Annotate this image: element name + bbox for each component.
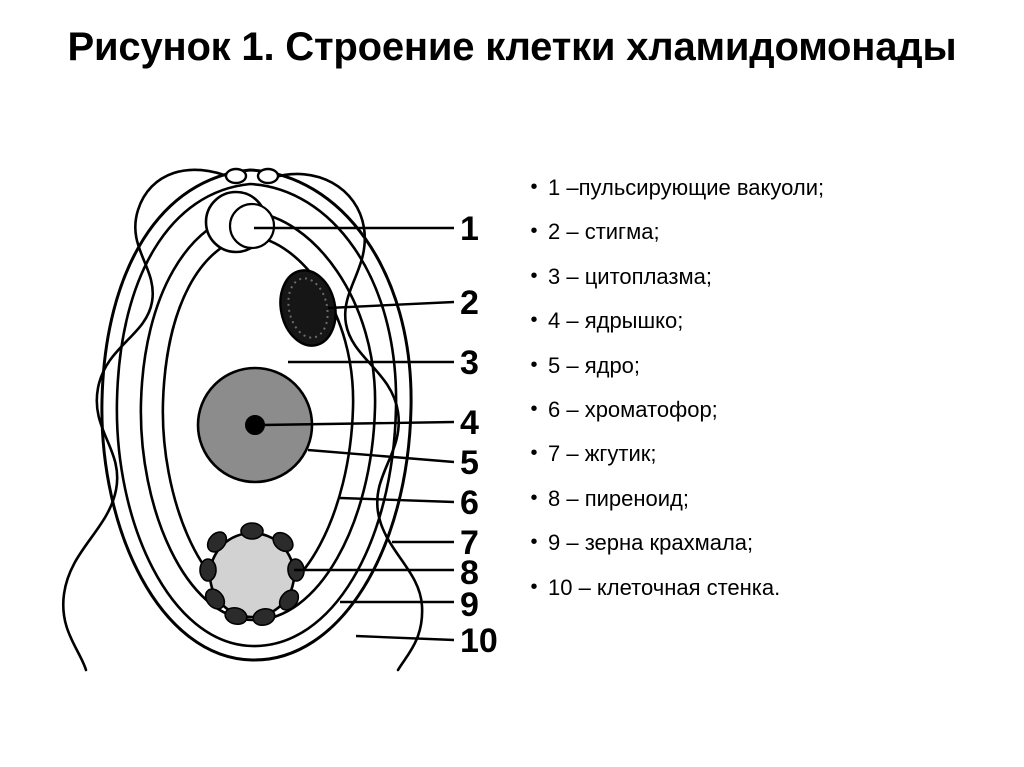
legend-item-3 (520, 264, 1000, 290)
bullet-icon: • (530, 397, 538, 420)
bullet-icon: • (530, 486, 538, 509)
callout-number-6: 6 (460, 484, 479, 522)
callout-number-1: 1 (460, 210, 479, 248)
bullet-icon: • (530, 353, 538, 376)
callout-number-7: 7 (460, 524, 479, 562)
legend-item-label: 5 – ядро; (548, 352, 641, 378)
page-title: Рисунок 1. Строение клетки хламидомонады (67, 25, 957, 69)
legend-item-10 (520, 575, 1000, 601)
bullet-icon: • (530, 309, 538, 332)
legend-item-7 (520, 441, 1000, 467)
callout-number-10: 10 (460, 622, 498, 660)
chlamydomonas-cell-drawing (40, 150, 520, 710)
callout-number-4: 4 (460, 404, 479, 442)
legend-item-8 (520, 486, 1000, 512)
leader-line-10 (356, 636, 454, 640)
cell-diagram (40, 150, 520, 710)
legend-item-label: 6 – хроматофор; (548, 396, 718, 422)
callout-number-9: 9 (460, 586, 479, 624)
legend-item-label: 9 – зерна крахмала; (548, 530, 754, 556)
legend-item-5 (520, 353, 1000, 379)
bullet-icon: • (530, 176, 538, 198)
callout-number-2: 2 (460, 284, 479, 322)
legend-item-label: 10 – клеточная стенка. (548, 574, 781, 600)
legend-item-6 (520, 397, 1000, 423)
legend-item-2 (520, 219, 1000, 245)
legend-item-1 (520, 175, 1000, 201)
bullet-icon: • (530, 264, 538, 287)
bullet-icon: • (530, 220, 538, 243)
legend-item-label: 8 – пиреноид; (548, 485, 689, 511)
bullet-icon: • (530, 575, 538, 598)
callout-number-3: 3 (460, 344, 479, 382)
flagellum-base-right (258, 169, 278, 183)
flagellum-base-left (226, 169, 246, 183)
callout-number-8: 8 (460, 554, 479, 592)
legend-list (520, 175, 1000, 619)
callout-number-5: 5 (460, 444, 479, 482)
legend-item-9 (520, 530, 1000, 556)
legend-item-label: 7 – жгутик; (548, 441, 657, 467)
legend-item-label: 2 – стигма; (548, 219, 660, 245)
legend-item-label: 1 –пульсирующие вакуоли; (548, 175, 825, 200)
legend-item-4 (520, 308, 1000, 334)
nucleolus-shape (246, 416, 264, 434)
contractile-vacuole-inner (230, 204, 274, 248)
bullet-icon: • (530, 442, 538, 465)
legend-item-label: 4 – ядрышко; (548, 308, 684, 334)
bullet-icon: • (530, 531, 538, 554)
legend-item-label: 3 – цитоплазма; (548, 263, 712, 289)
